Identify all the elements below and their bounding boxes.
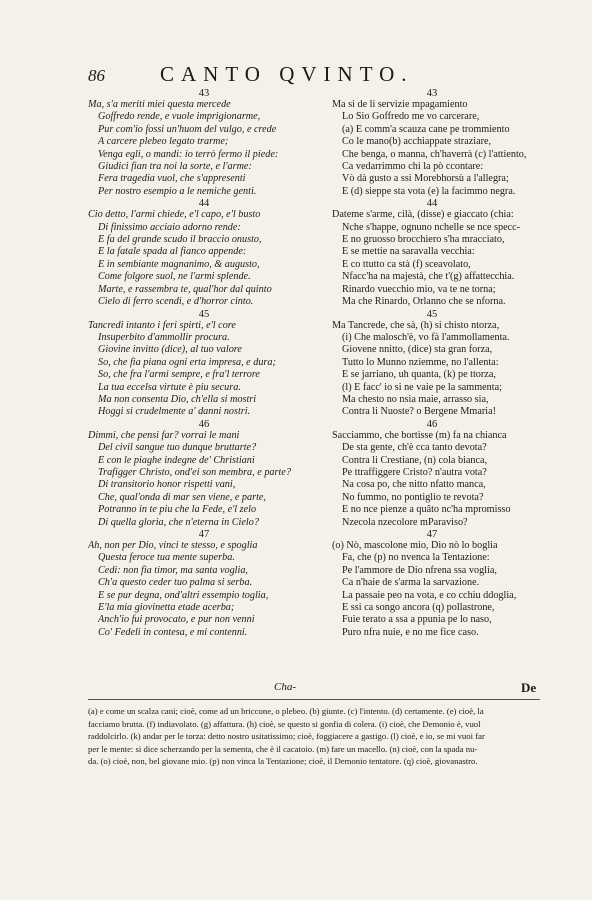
verse-line: Fuie terato a ssa a ppunia pe lo naso,: [342, 614, 492, 626]
verse-line: Nfacc'ha na majestà, che t'(g) affattecchia.: [342, 271, 515, 283]
verse-line: A carcere plebeo legato trarme;: [98, 136, 229, 148]
verse-line: Contra li Nuoste? o Bergene Mmaria!: [342, 406, 496, 418]
verse-line: Nzecola nzecolore mParaviso?: [342, 516, 468, 528]
verse-line: Giudici fian tra noi la sorte, e l'arme:: [98, 161, 252, 173]
footnote-divider: [88, 699, 540, 700]
footnote-line: raddolcirlo. (k) andar per le torza: detto nostro usitatissimo; cioè, foggiacere a gastigo. (l) cioè, e io, se mi vuoi far: [88, 731, 485, 742]
stanza-number: 44: [426, 198, 438, 210]
verse-line: Ma che Rinardo, Orlanno che se nforna.: [342, 296, 506, 308]
verse-line: E fa del grande scudo il braccio onusto,: [98, 234, 262, 246]
verse-line: La tua eccelsa virtute è piu secura.: [98, 381, 241, 393]
verse-line: Ma, s'a meriti miei questa mercede: [88, 99, 231, 110]
verse-line: Del civil sangue tuo dunque bruttarte?: [98, 442, 257, 454]
verse-line: Nche s'happe, ognuno nchelle se nce specc-: [342, 221, 521, 233]
verse-line: Puro nfra nuie, e no me fice caso.: [342, 626, 479, 638]
verse-line: E no nce pienze a quâto nc'ha mpromisso: [342, 504, 511, 516]
verse-line: Anch'io fui provocato, e pur non venni: [98, 614, 255, 626]
verse-line: E la fatale spada al fianco appende:: [98, 246, 247, 258]
left-catchword: Cha-: [274, 681, 296, 693]
verse-line: Contra li Crestiane, (n) cola bianca,: [342, 454, 488, 466]
verse-line: Ch'a questo ceder tuo palma si serba.: [98, 577, 253, 589]
verse-line: Lo Sio Goffredo me vo carcerare,: [342, 111, 480, 123]
italian-stanza: [88, 88, 320, 198]
verse-line: Trafigger Christo, ond'ei son membra, e parte?: [98, 466, 291, 478]
italian-stanza: [88, 309, 320, 419]
dialect-stanza: [332, 309, 542, 419]
stanza-number: 46: [198, 418, 210, 430]
verse-line: Hoggi si crudelmente a' danni nostri.: [98, 406, 251, 418]
verse-line: (o) Nò, mascolone mio, Dio nò lo boglia: [332, 540, 498, 551]
dialect-verse-column: [332, 88, 542, 639]
verse-line: Sacciammo, che bortisse (m) fa na chianca: [332, 429, 507, 441]
verse-line: De sta gente, ch'è cca tanto devota?: [342, 442, 487, 454]
verse-line: E in sembiante magnanimo, & augusto,: [98, 258, 260, 270]
verse-line: Che benga, o manna, ch'haverrà (c) l'attiento,: [342, 148, 527, 160]
verse-line: Vò dà gusto a ssi Morebhorsù a l'allegra;: [342, 173, 509, 185]
verse-line: Pe ttraffiggere Cristo? n'autra vota?: [342, 466, 487, 478]
dialect-stanza: [332, 88, 542, 198]
right-catchword: De: [521, 680, 537, 695]
verse-line: Giovine invitto (dice), al tuo valore: [98, 344, 242, 356]
verse-line: No fummo, no pontiglio te revota?: [342, 491, 484, 503]
verse-line: Pe l'ammore de Dio nfrena ssa voglia,: [342, 564, 497, 576]
verse-line: Fa, che (p) no nvenca la Tentazione:: [342, 552, 490, 564]
footnote-line: per le mente: si dice scherzando per la sementa, che è il cacatoio. (m) fare un macello. (n) cioè, con la spada nu-: [88, 743, 478, 754]
verse-line: Insuperbito d'ammollir procura.: [98, 331, 230, 343]
verse-line: Ma chesto no nsia maie, arrasso sia,: [342, 393, 489, 405]
verse-line: Venga egli, o mandi: io terrò fermo il piede:: [98, 148, 279, 160]
italian-stanza: [88, 419, 320, 529]
italian-verse-column: [88, 88, 320, 639]
verse-line: Pur com'io fossi un'huom del vulgo, e crede: [98, 123, 277, 135]
stanza-number: 47: [426, 529, 438, 540]
footnote-line: facciamo brutta. (f) indiavolato. (g) affattura. (h) cioè, se questo si gonfia di colera. (i) cioè, che Demonio è, vuol: [88, 718, 481, 729]
verse-line: E se pur degna, ond'altri essempio toglia,: [98, 589, 269, 601]
footnote-line: (a) e come un scalza cani; cioè, come ad un briccone, o plebeo. (b) giunte. (c) l'intento. (d) certamente. (e) cioè, la: [88, 706, 484, 716]
verse-line: E'la mia giovinetta etade acerba;: [98, 602, 235, 614]
verse-line: Fera tragedia vuol, che s'appresenti: [98, 173, 246, 185]
verse-line: Tutto lo Munno nziemme, no l'allenta:: [342, 356, 499, 368]
verse-line: Rinardo vuecchio mio, va te ne torna;: [342, 283, 496, 295]
verse-line: Ca vedarrimmo chi la pò ccontare:: [342, 161, 484, 173]
verse-line: Ma si de li servizie mpagamiento: [332, 99, 468, 110]
verse-line: Dimmi, che pensi far? vorrai le mani: [88, 429, 240, 441]
verse-line: Come folgore suol, ne l'armi splende.: [98, 271, 251, 283]
verse-line: Tancredi intanto i feri spirti, e'l core: [88, 319, 236, 331]
verse-line: Na cosa po, che nitto nfatto manca,: [342, 479, 486, 491]
dialect-stanza: [332, 419, 542, 529]
dialect-stanza: [332, 198, 542, 308]
verse-line: (l) E facc' io si ne vaie pe la sammenta;: [342, 381, 502, 393]
stanza-number: 44: [198, 198, 210, 210]
verse-line: Ma non consenta Dio, ch'ella si mostri: [98, 393, 257, 405]
verse-line: Marte, e rassembra te, qual'hor dal quinto: [98, 283, 272, 295]
stanza-number: 45: [198, 308, 210, 320]
footnotes: [88, 705, 540, 768]
verse-line: Ah, non per Dio, vinci te stesso, e spoglia: [88, 540, 258, 551]
verse-line: Goffredo rende, e vuole imprigionarme,: [98, 111, 261, 123]
verse-line: Co' Fedeli in contesa, e mi contenni.: [98, 626, 248, 638]
verse-line: Di finissimo acciaio adorno rende:: [98, 221, 241, 233]
page-number: 86: [88, 66, 105, 85]
verse-line: Questa feroce tua mente superba.: [98, 552, 235, 564]
verse-line: Co le mano(b) acchiappate straziare,: [342, 136, 492, 148]
verse-line: Cielo di ferro scendi, e d'horror cinto.: [98, 296, 254, 308]
verse-line: (i) Che malosch'è, vo fà l'ammollamenta.: [342, 331, 510, 343]
verse-line: Cedi: non fia timor, ma santa voglia,: [98, 564, 248, 576]
verse-line: Di quella gloria, che n'eterna in Cielo?: [98, 516, 259, 528]
verse-line: Potranno in te piu che la Fede, e'l zelo: [98, 504, 257, 516]
verse-line: Di transitorio honor rispetti vani,: [98, 479, 236, 491]
verse-line: (a) E comm'a scauza cane pe trommiento: [342, 123, 510, 135]
verse-line: Per nostro esempio a le nemiche genti.: [98, 185, 257, 197]
verse-line: La passaie peo na vota, e co cchiu ddoglia,: [342, 589, 517, 601]
verse-line: Ca n'haie de s'arma la sarvazione.: [342, 577, 480, 589]
verse-line: Cio detto, l'armi chiede, e'l capo, e'l busto: [88, 209, 261, 221]
verse-line: E co ttutto ca stà (f) sceavolato,: [342, 258, 471, 270]
verse-line: E se jarriano, uh quanta, (k) pe ttorza,: [342, 369, 496, 381]
verse-line: Che, qual'onda di mar sen viene, e parte,: [98, 491, 266, 503]
stanza-number: 43: [426, 88, 438, 99]
italian-stanza: [88, 198, 320, 308]
verse-line: E ssi ca songo ancora (q) pollastrone,: [342, 602, 495, 614]
verse-line: Dateme s'arme, cilà, (disse) e giaccato (chia:: [332, 209, 514, 221]
verse-line: Giovene nnitto, (dice) sta gran forza,: [342, 344, 493, 356]
italian-stanza: [88, 529, 320, 639]
footnote-line: da. (o) cioè, non, bel giovane mio. (p) non vinca la Tentazione; cioè, il Demonio tentatore. (q) cioè, giovanastro.: [88, 756, 478, 767]
verse-line: E (d) sieppe sta vota (e) la facimmo negra.: [342, 185, 516, 197]
verse-line: E no gruosso brocchiero s'ha mracciato,: [342, 234, 505, 246]
stanza-number: 45: [426, 308, 438, 320]
stanza-number: 43: [198, 88, 210, 99]
verse-line: So, che fra l'armi sempre, e fra'l terrore: [98, 369, 260, 381]
stanza-number: 46: [426, 418, 438, 430]
verse-line: E se mettie na saravalla vecchia:: [342, 246, 475, 258]
verse-line: So, che fia piana ogni erta impresa, e dura;: [98, 356, 276, 368]
verse-line: E con le piaghe indegne de' Christiani: [98, 454, 255, 466]
running-head: CANTO QVINTO.: [160, 62, 414, 86]
verse-line: Ma Tancrede, che sà, (h) si chisto ntorza,: [332, 319, 500, 331]
dialect-stanza: [332, 529, 542, 639]
stanza-number: 47: [198, 529, 210, 540]
